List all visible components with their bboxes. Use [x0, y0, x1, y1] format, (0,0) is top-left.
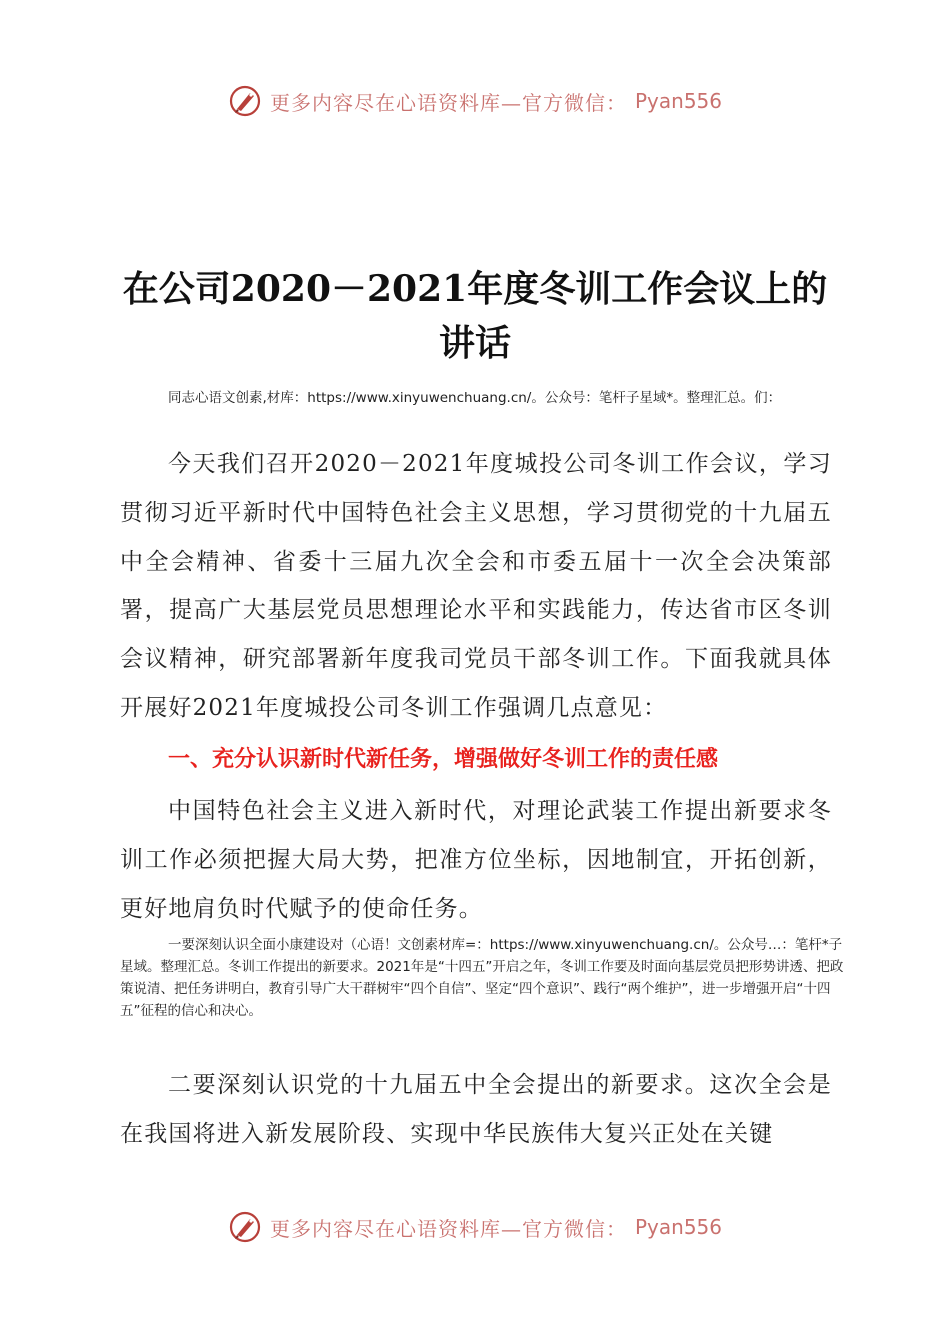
paragraph-requirement-2: 二要深刻认识党的十九届五中全会提出的新要求。这次全会是在我国将进入新发展阶段、实现中华民族伟大复兴正处在关键 [120, 1072, 832, 1147]
paragraph-section-1: 中国特色社会主义进入新时代，对理论武装工作提出新要求冬训工作必须把握大局大势，把准方位坐标，因地制宜，开拓创新，更好地肩负时代赋予的使命任务。 [120, 798, 832, 922]
watermark-text: 更多内容尽在心语资料库—官方微信： [269, 1216, 627, 1241]
paragraph-opening: 今天我们召开2020－2021年度城投公司冬训工作会议，学习贯彻习近平新时代中国特色社会主义思想，学习贯彻党的十九届五中全会精神、省委十三届九次全会和市委五届十一次全会决策部署，提高广大基层党员思想理论水平和实践能力，传达省市区冬训会议精神，研究部署新年度我司党员干部冬训工作。下面我就具体开展好2021年度城投公司冬训工作强调几点意见： [120, 451, 832, 721]
watermark-text: 更多内容尽在心语资料库—官方微信： [269, 90, 627, 115]
section-heading-1: 一、充分认识新时代新任务，增强做好冬训工作的责任感 [168, 747, 719, 772]
watermark-wechat-id: Pyan556 [634, 89, 722, 113]
note-requirement-1: 一要深刻认识全面小康建设对（心语！文创素材库=：https://www.xinyuwenchuang.cn/。公众号…：笔杆*子星域。整理汇总。冬训工作提出的新要求。2021年是“十四五”开启之年，冬训工作要及时面向基层党员把形势讲透、把政策说清、把任务讲明白，教育引导广大干群树牢“四个自信”、坚定“四个意识”、践行“两个维护”，进一步增强开启“十四五”征程的信心和决心。 [120, 937, 844, 1019]
document-title: 在公司2020－2021年度冬训工作会议上的讲话 [122, 268, 828, 364]
watermark-banner-top [0, 84, 950, 118]
watermark-wechat-id: Pyan556 [634, 1215, 722, 1239]
watermark-banner-bottom [0, 1210, 950, 1244]
intro-note: 同志心语文创素,材库：https://www.xinyuwenchuang.cn/。公众号：笔杆子星域*。整理汇总。们： [168, 390, 782, 406]
pen-nib-logo-icon [228, 84, 262, 118]
pen-nib-logo-icon [228, 1210, 262, 1244]
